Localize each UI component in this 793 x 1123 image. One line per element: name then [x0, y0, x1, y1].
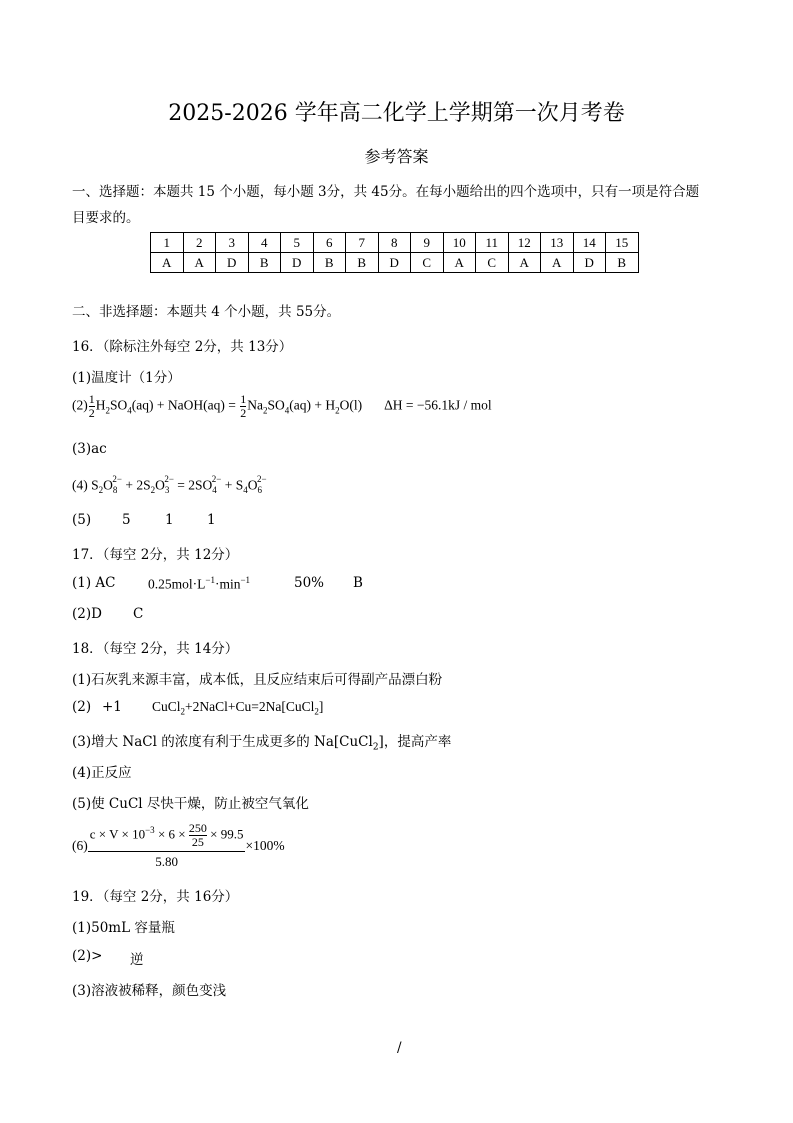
answer-table-number-cell: 4: [248, 233, 281, 253]
section2-heading: 二、非选择题：本题共 4 个小题，共 55分。: [72, 304, 341, 320]
half-num: 1: [88, 392, 95, 406]
q18-part6-label: (6): [72, 838, 88, 853]
answer-table-number-cell: 9: [411, 233, 444, 253]
answer-table-answer-cell: A: [151, 253, 184, 273]
q16-header: 16．（除标注外每空 2分，共 13分）: [72, 339, 293, 355]
half-den: 2: [88, 406, 95, 420]
q16-part5-value-3: 1: [207, 512, 216, 528]
answer-table-number-cell: 14: [573, 233, 606, 253]
answer-table-answer-cell: D: [378, 253, 411, 273]
q18-part5: (5)使 CuCl 尽快干燥，防止被空气氧化: [72, 796, 309, 812]
answer-table-number-cell: 11: [476, 233, 509, 253]
page-subtitle: 参考答案: [364, 147, 429, 166]
answer-table-answer-cell: D: [216, 253, 249, 273]
dilution-fraction: [189, 822, 207, 849]
answer-table-answer-cell: B: [606, 253, 639, 273]
answer-table-answer-cell: A: [183, 253, 216, 273]
q17-rate: $0.25mol\cdot L^{-1}\cdot\min^{-1}$: [148, 575, 251, 592]
formula-num-b: × 6 ×: [154, 826, 189, 842]
answer-table-number-cell: 1: [151, 233, 184, 253]
formula-denominator: 5.80: [88, 851, 246, 870]
q16-part2-label: (2): [72, 397, 88, 413]
dilution-bottom: 25: [191, 835, 204, 849]
answer-table-answer-cell: B: [346, 253, 379, 273]
q18-part4: (4)正反应: [72, 765, 132, 781]
q17-part2: (2)D: [72, 606, 102, 622]
answer-table-number-cell: 12: [508, 233, 541, 253]
answer-table-number-cell: 6: [313, 233, 346, 253]
formula-num-c: × 99.5: [206, 826, 244, 842]
formula-num-a: c × V × 10: [89, 826, 146, 842]
q17-part1-b: B: [353, 575, 363, 591]
page-footer: /: [397, 1040, 402, 1056]
q19-part2: (2)>: [72, 948, 103, 964]
q16-part5-value-2: 1: [165, 512, 174, 528]
half-num-2: 1: [240, 392, 247, 406]
q18-header: 18．（每空 2分，共 14分）: [72, 641, 239, 657]
half-fraction: [89, 393, 95, 420]
answer-table-number-cell: 10: [443, 233, 476, 253]
dilution-top: 250: [188, 821, 207, 835]
answer-table: [150, 232, 639, 273]
q16-part4-label: (4): [72, 477, 88, 493]
answer-table-answer-row: [151, 253, 639, 273]
answer-table-answer-cell: D: [573, 253, 606, 273]
q18-part6: [72, 822, 285, 870]
q18-part2-label: (2): [72, 699, 92, 715]
formula-tail: ×100%: [245, 838, 285, 853]
answer-table-answer-cell: A: [541, 253, 574, 273]
q17-percent: 50%: [294, 575, 325, 591]
q19-part2-b: 逆: [130, 952, 144, 968]
q17-part2-c: C: [133, 606, 144, 622]
q16-part3: (3)ac: [72, 441, 107, 457]
q16-part4: (4) $S_2O_8^{2-} + 2S_2O_3^{2-} = 2SO_4^{2-} + S_4O_6^{2-}$: [72, 474, 267, 496]
answer-table-number-cell: 5: [281, 233, 314, 253]
answer-table-number-cell: 8: [378, 233, 411, 253]
q16-part2: (2) $\frac{1}{2}$ $H_2SO_4(aq)$ + NaOH(aq) = $\frac{1}{2}$ $Na_2SO_4(aq) + H_2O(l) \Delta H = -56.1kJ$ / mol: [72, 392, 492, 420]
q18-part2-value: +1: [102, 699, 122, 715]
purity-formula: $c \times V \times 10^{-3} \times 6$ × $\frac{250}{25}$ × 99.5 5.80: [89, 821, 244, 869]
q19-part3: (3)溶液被稀释，颜色变浅: [72, 983, 227, 999]
q18-part2-equation: CuCl$_2$+2NaCl+Cu=2Na[CuCl$_2$]: [152, 699, 324, 717]
q18-part3: (3)增大 NaCl 的浓度有利于生成更多的 Na[CuCl$_2$]，提高产率: [72, 734, 452, 753]
q19-header: 19．（每空 2分，共 16分）: [72, 889, 239, 905]
answer-table-answer-cell: B: [313, 253, 346, 273]
q16-part5-label: (5): [72, 512, 92, 528]
q18-part1: (1)石灰乳来源丰富，成本低，且反应结束后可得副产品漂白粉: [72, 672, 443, 688]
answer-table-answer-cell: C: [476, 253, 509, 273]
answer-table-number-cell: 13: [541, 233, 574, 253]
page-title: 2025-2026 学年高二化学上学期第一次月考卷: [168, 101, 625, 126]
answer-table-number-cell: 2: [183, 233, 216, 253]
answer-table-number-cell: 15: [606, 233, 639, 253]
section1-line2: 目要求的。: [72, 210, 140, 226]
q17-header: 17．（每空 2分，共 12分）: [72, 547, 239, 563]
half-fraction-2: [240, 393, 246, 420]
q18-part3-tail: ]，提高产率: [378, 734, 452, 750]
half-den-2: 2: [240, 406, 247, 420]
q16-part1: (1)温度计（1分）: [72, 370, 181, 386]
answer-table-answer-cell: A: [443, 253, 476, 273]
answer-table-number-row: [151, 233, 639, 253]
answer-table-answer-cell: B: [248, 253, 281, 273]
q17-part1-label: (1) AC: [72, 575, 116, 591]
answer-table-answer-cell: A: [508, 253, 541, 273]
answer-table-answer-cell: C: [411, 253, 444, 273]
rate-value: 0.25mol: [148, 576, 193, 592]
q19-part1: (1)50mL 容量瓶: [72, 920, 175, 936]
section1-line1: 一、选择题：本题共 15 个小题，每小题 3分，共 45分。在每小题给出的四个选项中，只有一项是符合题: [72, 184, 700, 200]
answer-table-answer-cell: D: [281, 253, 314, 273]
answer-table-number-cell: 3: [216, 233, 249, 253]
q18-part3-text: (3)增大 NaCl 的浓度有利于生成更多的 Na[CuCl: [72, 734, 373, 750]
answer-table-number-cell: 7: [346, 233, 379, 253]
q16-part5-value-1: 5: [122, 512, 131, 528]
delta-h: ΔH = −56.1kJ / mol: [384, 397, 492, 413]
